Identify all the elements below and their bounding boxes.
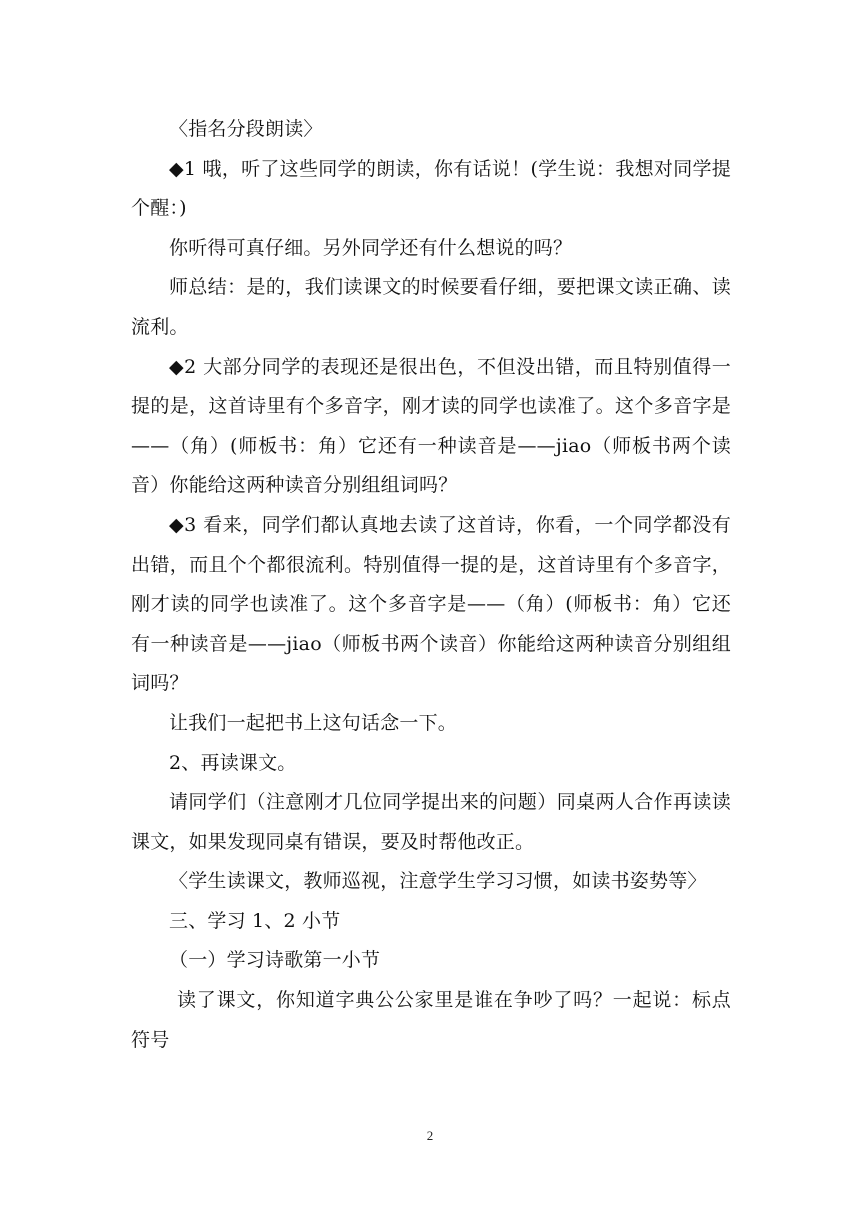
paragraph-point-3: ◆3 看来，同学们都认真地去读了这首诗，你看，一个同学都没有出错，而且个个都很流利。特别值得一提的是，这首诗里有个多音字，刚才读的同学也读准了。这个多音字是——（角）(师板书：角）它还有一种读音是——jiao（师板书两个读音）你能给这两种读音分别组组词吗？ xyxy=(131,513,731,695)
paragraph-question: 读了课文，你知道字典公公家里是谁在争吵了吗？一起说：标点符号 xyxy=(131,989,731,1051)
paragraph-teacher-praise: 你听得可真仔细。另外同学还有什么想说的吗？ xyxy=(169,236,573,259)
paragraph-read-together: 让我们一起把书上这句话念一下。 xyxy=(169,711,458,734)
section-reread-heading: 2、再读课文。 xyxy=(169,751,297,774)
subsection-one-heading: （一）学习诗歌第一小节 xyxy=(169,949,381,972)
paragraph-student-activity: 〈学生读课文，教师巡视，注意学生学习习惯，如读书姿势等〉 xyxy=(169,870,707,893)
section-three-heading: 三、学习 1、2 小节 xyxy=(169,909,341,932)
document-body xyxy=(131,110,731,1060)
paragraph-reading-instruction: 〈指名分段朗读〉 xyxy=(169,118,323,140)
paragraph-point-1: ◆1 哦，听了这些同学的朗读，你有话说！(学生说：我想对同学提个醒：) xyxy=(131,157,731,220)
page-number: 2 xyxy=(426,1128,434,1143)
paragraph-point-2: ◆2 大部分同学的表现还是很出色，不但没出错，而且特别值得一提的是，这首诗里有个多音字，刚才读的同学也读准了。这个多音字是——（角）(师板书：角）它还有一种读音是——jiao（师板书两个读音）你能给这两种读音分别组组词吗？ xyxy=(131,355,731,497)
paragraph-teacher-summary: 师总结：是的，我们读课文的时候要看仔细，要把课文读正确、读流利。 xyxy=(131,276,731,338)
paragraph-pair-reading: 请同学们（注意刚才几位同学提出来的问题）同桌两人合作再读读课文，如果发现同桌有错误，要及时帮他改正。 xyxy=(131,791,731,853)
